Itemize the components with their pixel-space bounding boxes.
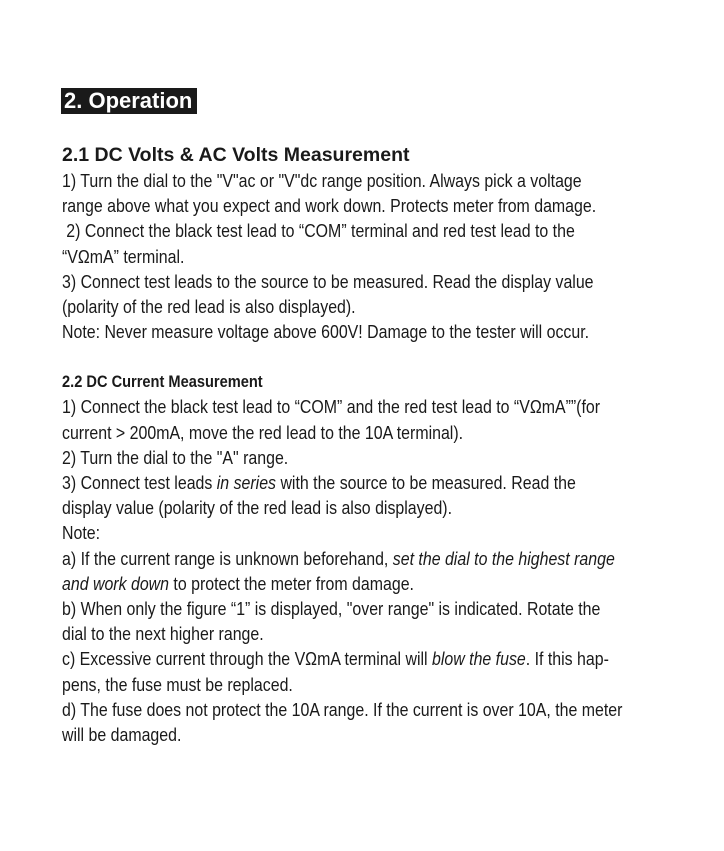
manual-page <box>62 88 682 747</box>
body-line: 3) Connect test leads to the source to be measured. Read the display value <box>62 270 594 292</box>
emphasis: and work down <box>62 572 170 594</box>
note-label: Note: <box>62 522 101 544</box>
body-line: range above what you expect and work down. Protects meter from damage. <box>62 195 597 217</box>
body-line: current > 200mA, move the red lead to the 10A terminal). <box>62 421 464 443</box>
body-line: and work down to protect the meter from damage. <box>62 572 414 594</box>
emphasis: blow the fuse <box>432 648 526 670</box>
body-line: d) The fuse does not protect the 10A range. If the current is over 10A, the meter <box>62 698 623 720</box>
body-line: 1) Connect the black test lead to “COM” and the red test lead to “VΩmA””(for <box>62 396 601 418</box>
body-line: (polarity of the red lead is also displayed). <box>62 296 356 318</box>
emphasis: in series <box>216 472 277 494</box>
chapter-title: 2. Operation <box>61 88 197 114</box>
body-line: c) Excessive current through the VΩmA terminal will blow the fuse. If this hap- <box>62 648 609 670</box>
emphasis: set the dial to the highest range <box>392 547 615 569</box>
section-heading-dc-current: 2.2 DC Current Measurement <box>62 372 263 392</box>
body-line: display value (polarity of the red lead is also displayed). <box>62 497 453 519</box>
body-line: 3) Connect test leads in series with the source to be measured. Read the <box>62 472 576 494</box>
section-heading-dc-ac-volts: 2.1 DC Volts & AC Volts Measurement <box>62 144 410 166</box>
body-line: “VΩmA” terminal. <box>62 245 185 267</box>
body-line: a) If the current range is unknown beforehand, set the dial to the highest range <box>62 547 615 569</box>
body-line: b) When only the figure “1” is displayed, "over range" is indicated. Rotate the <box>62 598 601 620</box>
body-line: 2) Connect the black test lead to “COM” terminal and red test lead to the <box>66 220 575 242</box>
body-line: 1) Turn the dial to the "V"ac or "V"dc range position. Always pick a voltage <box>62 170 582 191</box>
body-line: dial to the next higher range. <box>62 623 264 645</box>
body-line: 2) Turn the dial to the "A" range. <box>62 446 289 468</box>
body-line: will be damaged. <box>62 724 182 746</box>
body-line: pens, the fuse must be replaced. <box>62 673 293 695</box>
body-line: Note: Never measure voltage above 600V! Damage to the tester will occur. <box>62 321 590 343</box>
